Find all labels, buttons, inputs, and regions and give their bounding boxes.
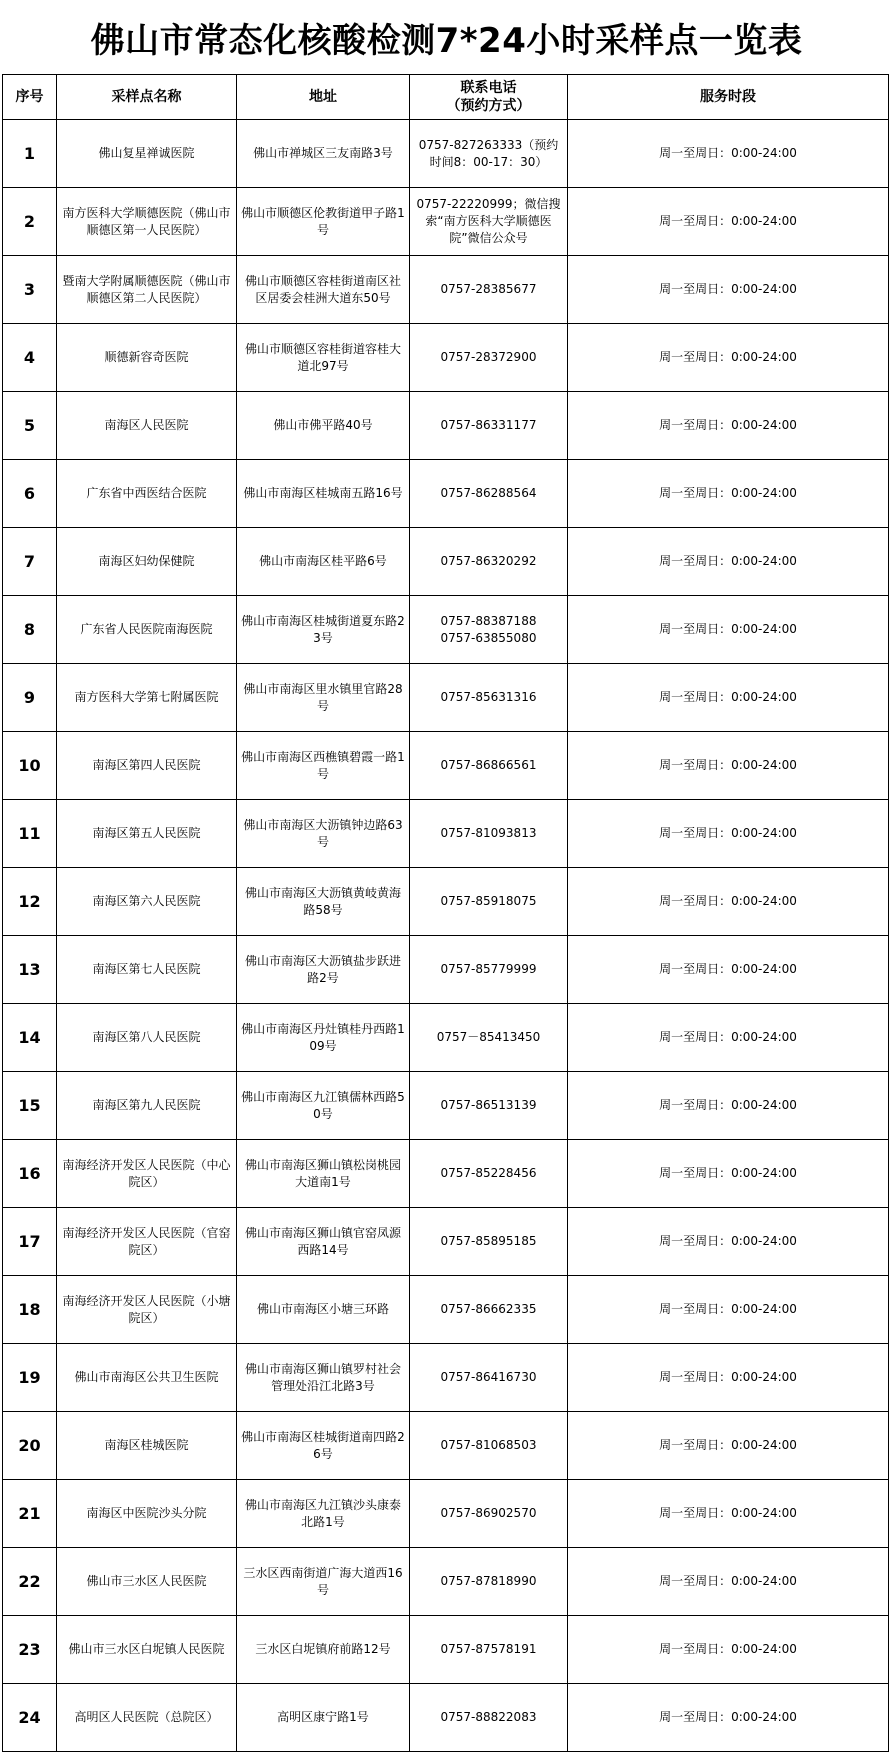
header-hours: 服务时段 xyxy=(568,75,889,120)
site-name-cell: 南海区第四人民医院 xyxy=(57,732,237,800)
table-body xyxy=(3,120,889,1752)
service-hours-cell: 周一至周日：0:00-24:00 xyxy=(568,868,889,936)
phone-cell: 0757-86513139 xyxy=(410,1072,568,1140)
phone-cell: 0757-85779999 xyxy=(410,936,568,1004)
row-index: 10 xyxy=(3,732,57,800)
phone-cell: 0757-85228456 xyxy=(410,1140,568,1208)
service-hours-cell: 周一至周日：0:00-24:00 xyxy=(568,1208,889,1276)
sampling-sites-table xyxy=(2,74,889,1752)
service-hours-cell: 周一至周日：0:00-24:00 xyxy=(568,732,889,800)
site-name-cell: 高明区人民医院（总院区） xyxy=(57,1684,237,1752)
table-row xyxy=(3,1140,889,1208)
site-name-cell: 南海经济开发区人民医院（官窑院区） xyxy=(57,1208,237,1276)
table-row xyxy=(3,936,889,1004)
phone-cell: 0757-86320292 xyxy=(410,528,568,596)
phone-cell: 0757-827263333（预约时间8：00-17：30） xyxy=(410,120,568,188)
site-name-cell: 南方医科大学顺德医院（佛山市顺德区第一人民医院） xyxy=(57,188,237,256)
phone-cell: 0757-86331177 xyxy=(410,392,568,460)
site-name-cell: 南海区妇幼保健院 xyxy=(57,528,237,596)
service-hours-cell: 周一至周日：0:00-24:00 xyxy=(568,392,889,460)
site-name-cell: 南海区第八人民医院 xyxy=(57,1004,237,1072)
phone-cell: 0757-81093813 xyxy=(410,800,568,868)
header-address: 地址 xyxy=(237,75,410,120)
address-cell: 佛山市南海区丹灶镇桂丹西路109号 xyxy=(237,1004,410,1072)
address-cell: 三水区白坭镇府前路12号 xyxy=(237,1616,410,1684)
row-index: 19 xyxy=(3,1344,57,1412)
address-cell: 佛山市南海区大沥镇盐步跃进路2号 xyxy=(237,936,410,1004)
phone-cell: 0757-28372900 xyxy=(410,324,568,392)
table-row xyxy=(3,392,889,460)
table-row xyxy=(3,1684,889,1752)
site-name-cell: 南海区第六人民医院 xyxy=(57,868,237,936)
service-hours-cell: 周一至周日：0:00-24:00 xyxy=(568,1548,889,1616)
site-name-cell: 佛山市三水区人民医院 xyxy=(57,1548,237,1616)
site-name-cell: 佛山市三水区白坭镇人民医院 xyxy=(57,1616,237,1684)
row-index: 2 xyxy=(3,188,57,256)
service-hours-cell: 周一至周日：0:00-24:00 xyxy=(568,664,889,732)
table-row xyxy=(3,1616,889,1684)
service-hours-cell: 周一至周日：0:00-24:00 xyxy=(568,1072,889,1140)
address-cell: 佛山市顺德区容桂街道南区社区居委会桂洲大道东50号 xyxy=(237,256,410,324)
row-index: 6 xyxy=(3,460,57,528)
table-row xyxy=(3,1344,889,1412)
address-cell: 佛山市南海区狮山镇松岗桃园大道南1号 xyxy=(237,1140,410,1208)
phone-cell: 0757-86902570 xyxy=(410,1480,568,1548)
phone-cell: 0757-87578191 xyxy=(410,1616,568,1684)
table-header-row xyxy=(3,75,889,120)
row-index: 3 xyxy=(3,256,57,324)
row-index: 17 xyxy=(3,1208,57,1276)
address-cell: 佛山市南海区九江镇儒林西路50号 xyxy=(237,1072,410,1140)
address-cell: 高明区康宁路1号 xyxy=(237,1684,410,1752)
address-cell: 佛山市南海区桂平路6号 xyxy=(237,528,410,596)
phone-cell: 0757－85413450 xyxy=(410,1004,568,1072)
phone-cell: 0757-28385677 xyxy=(410,256,568,324)
site-name-cell: 南海经济开发区人民医院（小塘院区） xyxy=(57,1276,237,1344)
phone-cell: 0757-85918075 xyxy=(410,868,568,936)
table-row xyxy=(3,1208,889,1276)
page-title: 佛山市常态化核酸检测7*24小时采样点一览表 xyxy=(90,20,803,61)
address-cell: 佛山市南海区九江镇沙头康泰北路1号 xyxy=(237,1480,410,1548)
address-cell: 佛山市南海区西樵镇碧霞一路1号 xyxy=(237,732,410,800)
service-hours-cell: 周一至周日：0:00-24:00 xyxy=(568,460,889,528)
table-row xyxy=(3,1548,889,1616)
service-hours-cell: 周一至周日：0:00-24:00 xyxy=(568,188,889,256)
site-name-cell: 南海区第七人民医院 xyxy=(57,936,237,1004)
table-row xyxy=(3,1480,889,1548)
row-index: 4 xyxy=(3,324,57,392)
service-hours-cell: 周一至周日：0:00-24:00 xyxy=(568,1480,889,1548)
service-hours-cell: 周一至周日：0:00-24:00 xyxy=(568,936,889,1004)
service-hours-cell: 周一至周日：0:00-24:00 xyxy=(568,1004,889,1072)
service-hours-cell: 周一至周日：0:00-24:00 xyxy=(568,596,889,664)
address-cell: 佛山市南海区里水镇里官路28号 xyxy=(237,664,410,732)
table-row xyxy=(3,732,889,800)
phone-cell: 0757-85895185 xyxy=(410,1208,568,1276)
row-index: 22 xyxy=(3,1548,57,1616)
address-cell: 佛山市南海区狮山镇官窑凤源西路14号 xyxy=(237,1208,410,1276)
row-index: 14 xyxy=(3,1004,57,1072)
site-name-cell: 南海区桂城医院 xyxy=(57,1412,237,1480)
site-name-cell: 南海区中医院沙头分院 xyxy=(57,1480,237,1548)
service-hours-cell: 周一至周日：0:00-24:00 xyxy=(568,800,889,868)
service-hours-cell: 周一至周日：0:00-24:00 xyxy=(568,256,889,324)
row-index: 11 xyxy=(3,800,57,868)
site-name-cell: 顺德新容奇医院 xyxy=(57,324,237,392)
service-hours-cell: 周一至周日：0:00-24:00 xyxy=(568,528,889,596)
row-index: 9 xyxy=(3,664,57,732)
header-site-name: 采样点名称 xyxy=(57,75,237,120)
site-name-cell: 南方医科大学第七附属医院 xyxy=(57,664,237,732)
table-row xyxy=(3,120,889,188)
service-hours-cell: 周一至周日：0:00-24:00 xyxy=(568,120,889,188)
phone-cell: 0757-86662335 xyxy=(410,1276,568,1344)
service-hours-cell: 周一至周日：0:00-24:00 xyxy=(568,1684,889,1752)
address-cell: 佛山市南海区狮山镇罗村社会管理处沿江北路3号 xyxy=(237,1344,410,1412)
address-cell: 佛山市顺德区容桂街道容桂大道北97号 xyxy=(237,324,410,392)
site-name-cell: 佛山市南海区公共卫生医院 xyxy=(57,1344,237,1412)
service-hours-cell: 周一至周日：0:00-24:00 xyxy=(568,1344,889,1412)
phone-cell: 0757-87818990 xyxy=(410,1548,568,1616)
table-row xyxy=(3,256,889,324)
site-name-cell: 南海区第九人民医院 xyxy=(57,1072,237,1140)
phone-cell: 0757-88822083 xyxy=(410,1684,568,1752)
table-row xyxy=(3,460,889,528)
site-name-cell: 佛山复星禅诚医院 xyxy=(57,120,237,188)
address-cell: 佛山市禅城区三友南路3号 xyxy=(237,120,410,188)
table-row xyxy=(3,868,889,936)
table-row xyxy=(3,664,889,732)
table-row xyxy=(3,1072,889,1140)
row-index: 18 xyxy=(3,1276,57,1344)
site-name-cell: 广东省中西医结合医院 xyxy=(57,460,237,528)
phone-cell: 0757-81068503 xyxy=(410,1412,568,1480)
address-cell: 佛山市南海区桂城南五路16号 xyxy=(237,460,410,528)
row-index: 1 xyxy=(3,120,57,188)
service-hours-cell: 周一至周日：0:00-24:00 xyxy=(568,1412,889,1480)
address-cell: 佛山市南海区桂城街道南四路26号 xyxy=(237,1412,410,1480)
service-hours-cell: 周一至周日：0:00-24:00 xyxy=(568,1276,889,1344)
phone-cell: 0757-86866561 xyxy=(410,732,568,800)
row-index: 7 xyxy=(3,528,57,596)
service-hours-cell: 周一至周日：0:00-24:00 xyxy=(568,1616,889,1684)
address-cell: 佛山市南海区桂城街道夏东路23号 xyxy=(237,596,410,664)
header-index: 序号 xyxy=(3,75,57,120)
site-name-cell: 广东省人民医院南海医院 xyxy=(57,596,237,664)
table-row xyxy=(3,324,889,392)
row-index: 5 xyxy=(3,392,57,460)
site-name-cell: 暨南大学附属顺德医院（佛山市顺德区第二人民医院） xyxy=(57,256,237,324)
row-index: 16 xyxy=(3,1140,57,1208)
row-index: 21 xyxy=(3,1480,57,1548)
phone-cell: 0757-22220999；微信搜索“南方医科大学顺德医院”微信公众号 xyxy=(410,188,568,256)
address-cell: 佛山市佛平路40号 xyxy=(237,392,410,460)
address-cell: 佛山市南海区小塘三环路 xyxy=(237,1276,410,1344)
table-row xyxy=(3,596,889,664)
phone-cell: 0757-85631316 xyxy=(410,664,568,732)
row-index: 8 xyxy=(3,596,57,664)
table-row xyxy=(3,188,889,256)
table-row xyxy=(3,1276,889,1344)
row-index: 12 xyxy=(3,868,57,936)
address-cell: 佛山市南海区大沥镇黄岐黄海路58号 xyxy=(237,868,410,936)
header-phone: 联系电话 （预约方式） xyxy=(410,75,568,120)
phone-cell: 0757-88387188 0757-63855080 xyxy=(410,596,568,664)
phone-cell: 0757-86416730 xyxy=(410,1344,568,1412)
row-index: 13 xyxy=(3,936,57,1004)
site-name-cell: 南海区人民医院 xyxy=(57,392,237,460)
site-name-cell: 南海经济开发区人民医院（中心院区） xyxy=(57,1140,237,1208)
table-row xyxy=(3,800,889,868)
address-cell: 佛山市顺德区伦教街道甲子路1号 xyxy=(237,188,410,256)
table-row xyxy=(3,528,889,596)
row-index: 15 xyxy=(3,1072,57,1140)
address-cell: 佛山市南海区大沥镇钟边路63号 xyxy=(237,800,410,868)
address-cell: 三水区西南街道广海大道西16号 xyxy=(237,1548,410,1616)
table-row xyxy=(3,1412,889,1480)
phone-cell: 0757-86288564 xyxy=(410,460,568,528)
row-index: 20 xyxy=(3,1412,57,1480)
service-hours-cell: 周一至周日：0:00-24:00 xyxy=(568,324,889,392)
row-index: 23 xyxy=(3,1616,57,1684)
row-index: 24 xyxy=(3,1684,57,1752)
table-row xyxy=(3,1004,889,1072)
service-hours-cell: 周一至周日：0:00-24:00 xyxy=(568,1140,889,1208)
site-name-cell: 南海区第五人民医院 xyxy=(57,800,237,868)
